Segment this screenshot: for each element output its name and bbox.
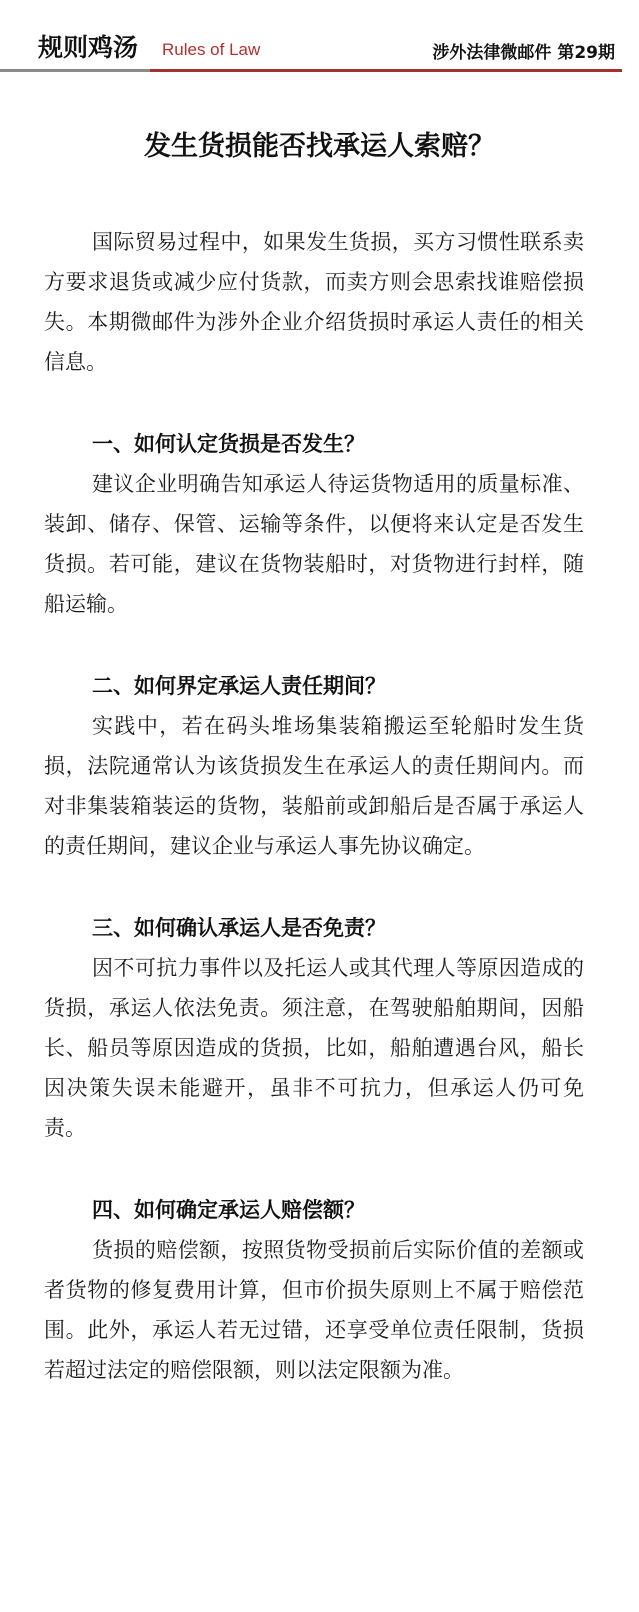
issue-label: 涉外法律微邮件 第29期 [432, 43, 615, 63]
section-heading-1: 一、如何认定货损是否发生？ [92, 432, 365, 456]
section-body-3: 因不可抗力事件以及托运人或其代理人等原因造成的货损，承运人依法免责。须注意，在驾驶船舶期间，因船长、船员等原因造成的货损，比如，船舶遭遇台风，船长因决策失误未能避开，虽非不可抗力，但承运人仍可免责。 [44, 956, 584, 1140]
section-body-4: 货损的赔偿额，按照货物受损前后实际价值的差额或者货物的修复费用计算，但市价损失原则上不属于赔偿范围。此外，承运人若无过错，还享受单位责任限制，货损若超过法定的赔偿限额，则以法定限额为准。 [44, 1238, 584, 1382]
article-title: 发生货损能否找承运人索赔？ [144, 131, 495, 162]
page-header [0, 0, 639, 80]
header-divider-red [150, 69, 622, 72]
section-gap [44, 866, 584, 908]
section-body-1: 建议企业明确告知承运人待运货物适用的质量标准、装卸、储存、保管、运输等条件，以便将来认定是否发生货损。若可能，建议在货物装船时，对货物进行封样，随船运输。 [44, 472, 584, 616]
section-gap [44, 1148, 584, 1190]
article-body [44, 222, 584, 1390]
section-heading-2: 二、如何界定承运人责任期间？ [92, 674, 386, 698]
section-gap [44, 382, 584, 424]
section-gap [44, 624, 584, 666]
header-divider-grey [0, 69, 150, 72]
intro-paragraph: 国际贸易过程中，如果发生货损，买方习惯性联系卖方要求退货或减少应付货款，而卖方则会思索找谁赔偿损失。本期微邮件为涉外企业介绍货损时承运人责任的相关信息。 [44, 230, 584, 374]
section-heading-3: 三、如何确认承运人是否免责？ [92, 916, 386, 940]
brand-title: 规则鸡汤 [38, 33, 139, 62]
section-heading-4: 四、如何确定承运人赔偿额？ [92, 1198, 365, 1222]
brand-subtitle: Rules of Law [162, 40, 261, 59]
section-body-2: 实践中，若在码头堆场集装箱搬运至轮船时发生货损，法院通常认为该货损发生在承运人的责任期间内。而对非集装箱装运的货物，装船前或卸船后是否属于承运人的责任期间，建议企业与承运人事先协议确定。 [44, 714, 584, 858]
